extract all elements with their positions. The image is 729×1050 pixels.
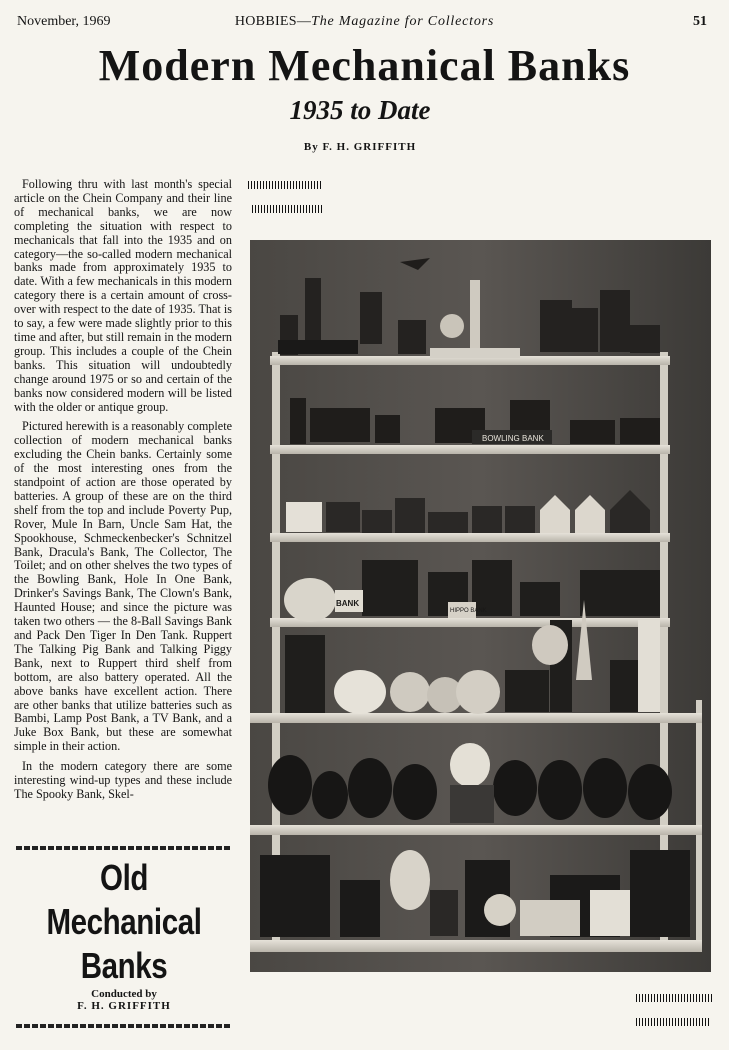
bank-collection-photo: [250, 240, 711, 972]
photo-label: HIPPO BANK: [450, 608, 487, 614]
barcode-mark: [636, 994, 712, 1002]
magazine-name-tagline: The Magazine for Collectors: [311, 14, 495, 29]
photo-label: BANK: [336, 599, 360, 608]
article-body: [14, 178, 232, 808]
barcode-mark: [248, 181, 322, 189]
article-subtitle: 1935 to Date: [289, 95, 431, 125]
column-heading-line: Mechanical: [46, 901, 202, 942]
page-number: 51: [693, 14, 707, 29]
bank-collection-photo-drawing: [250, 240, 711, 972]
article-paragraph: Following thru with last month's special article on the Chein Company and their line of mechanical banks, we are now completing the situation with respect to mechanicals that fall into the 1935 and on category—the so-called modern mechanical banks made from approximately 1935 to date. With a few mechanicals in this modern category there is a certain amount of cross-over with respect to the date of 1935. That is to say, a few were made slightly prior to this time and after, but still remain in the modern group. This includes a couple of the Chein banks. This situation will undoubtedly change around 1975 or so and certain of the banks now considered modern will be listed with the older or antique group.: [14, 177, 232, 414]
issue-date: November, 1969: [17, 14, 111, 29]
page-header: [0, 0, 729, 30]
column-divider-rule: [16, 846, 232, 850]
photo-label: BOWLING BANK: [482, 434, 544, 443]
conducted-by-label: Conducted by: [91, 988, 157, 1000]
column-heading-box: [14, 856, 234, 1012]
column-heading-line: Old: [100, 857, 148, 898]
barcode-mark: [636, 1018, 710, 1026]
magazine-name: [0, 14, 729, 30]
column-heading-line: Banks: [80, 945, 168, 986]
article-title: Modern Mechanical Banks: [98, 41, 631, 90]
barcode-mark: [252, 205, 324, 213]
article-paragraph: In the modern category there are some interesting wind-up types and these include The Spooky Bank, Skel-: [14, 759, 232, 801]
article-paragraph: Pictured herewith is a reasonably complete collection of modern mechanical banks excluding the Chein banks. Certainly some of the most interesting ones from the standpoint of action are those operated by batteries. A group of these are on the third shelf from the top and include Poverty Pup, Rover, Mule In Barn, Uncle Sam Hat, the Spookhouse, Schmeckenbecker's Schnitzel Bank, Dracula's Bank, The Collector, The Toilet; and on other shelves the two types of the Bowling Bank, Hole In One Bank, Drinker's Savings Bank, The Clown's Bank, Haunted House; and since the picture was taken two others — the 8-Ball Savings Bank and Pack Den Tiger In Den Tank. Ruppert The Talking Pig Bank and Talking Piggy Bank, next to Ruppert third shelf from bottom, are also battery operated. All the above banks have excellent action. There are other banks that utilize batteries such as Bambi, Lamp Post Bank, a TV Bank, and a Juke Box Bank, but these are somewhat simple in their action.: [14, 419, 232, 754]
article-byline: By F. H. GRIFFITH: [303, 141, 417, 153]
column-author: F. H. GRIFFITH: [77, 1000, 171, 1012]
column-divider-rule: [16, 1024, 232, 1028]
magazine-name-prefix: HOBBIES—: [234, 14, 312, 29]
